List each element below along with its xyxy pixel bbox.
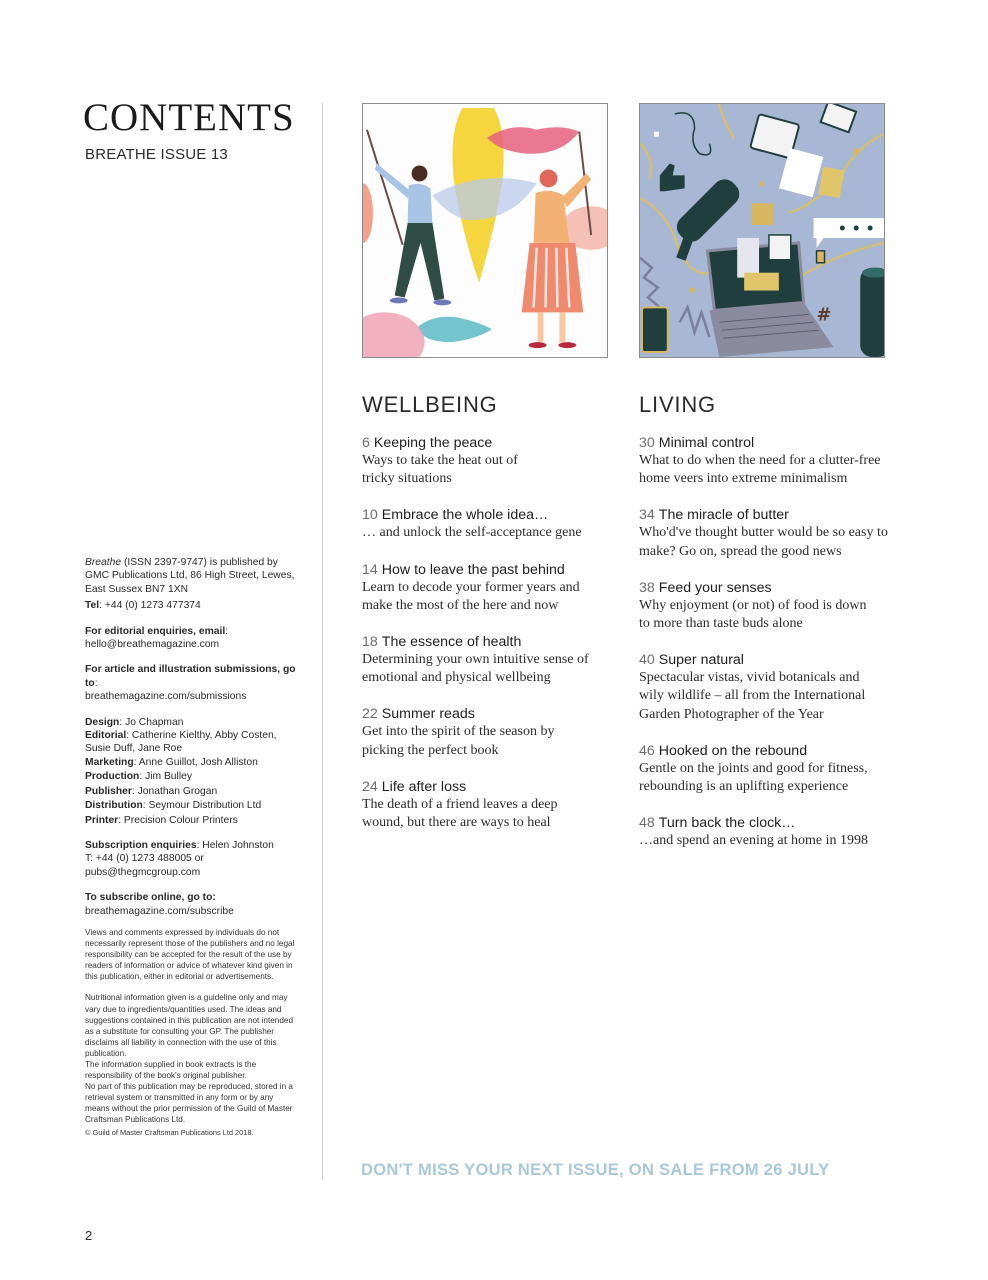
subscribe-online-label: [85, 891, 300, 904]
toc-entry[interactable]: [362, 506, 612, 542]
submissions-line: For article and illustration submissions, go to:: [85, 664, 296, 689]
issue-subtitle: BREATHE ISSUE 13: [85, 146, 228, 163]
entry-title: The essence of health: [381, 634, 522, 651]
entry-title: Embrace the whole idea…: [381, 507, 549, 524]
entry-heading: [639, 814, 889, 832]
copyright-notice: © Guild of Master Craftsman Publications Ltd 2018.: [85, 1127, 254, 1137]
subscription-phone: T: +44 (0) 1273 488005 or: [85, 853, 204, 865]
entry-page: 24: [362, 778, 378, 795]
entry-description: Who'd've thought butter would be so easy to make? Go on, spread the good news: [639, 525, 888, 559]
entry-heading: [639, 434, 889, 452]
editorial-line: For editorial enquiries, email:: [85, 625, 229, 637]
toc-entry[interactable]: [639, 434, 889, 488]
entry-title: Minimal control: [658, 435, 755, 451]
entry-page: 38: [639, 579, 655, 596]
credit-value: : Seymour Distribution Ltd: [142, 800, 262, 812]
entry-page: 34: [639, 507, 655, 524]
publisher-line: [85, 556, 300, 596]
entry-title: The miracle of butter: [658, 507, 789, 524]
section-heading: WELLBEING: [362, 392, 498, 417]
editorial-email[interactable]: hello@breathemagazine.com: [85, 639, 220, 651]
credit-label: Production: [85, 771, 140, 783]
toc-entry[interactable]: [639, 506, 889, 560]
subscription-line: [85, 839, 300, 852]
subscription-email[interactable]: pubs@thegmcgroup.com: [85, 866, 201, 878]
credit-value: : Jim Bulley: [139, 771, 192, 783]
subscription-label: Subscription enquiries: [85, 839, 197, 851]
entry-page: 22: [362, 706, 378, 723]
entry-page: 14: [362, 561, 378, 578]
entry-title: Hooked on the rebound: [658, 742, 808, 759]
credit-value: : Catherine Kielthy, Abby Costen, Susie Duff, Jane Roe: [85, 730, 277, 755]
credit-printer: [85, 814, 300, 827]
entry-title: Summer reads: [381, 706, 475, 723]
gadgets-and-laptop-image: [640, 104, 884, 357]
credit-editorial: [85, 729, 300, 756]
entry-description: The death of a friend leaves a deep wound, but there are ways to heal: [362, 796, 558, 831]
entry-title: Super natural: [658, 652, 744, 669]
magazine-name: Breathe: [85, 557, 122, 568]
entry-heading: [639, 742, 889, 760]
entry-title: Feed your senses: [658, 579, 772, 596]
page-title: CONTENTS: [83, 96, 295, 139]
subscribe-online-heading: To subscribe online, go to:: [85, 892, 216, 904]
submissions-link[interactable]: breathemagazine.com/submissions: [85, 691, 247, 703]
entry-page: 30: [639, 435, 655, 451]
entry-page: 48: [639, 815, 655, 832]
subscription-contact: : Helen Johnston: [196, 839, 274, 851]
credit-distribution: [85, 799, 300, 812]
entry-page: 6: [362, 435, 370, 451]
section-heading: LIVING: [639, 392, 716, 417]
entry-heading: [362, 434, 612, 452]
tel-value: : +44 (0) 1273 477374: [99, 600, 201, 612]
toc-entry[interactable]: [362, 561, 612, 615]
entry-heading: [362, 506, 612, 524]
disclaimer-views: Views and comments expressed by individuals do not necessarily represent those of the publishers and no legal responsibility can be accepted for the result of the use by readers of information or advice of whatever kind given in this publication, either in editorial or advertisements.: [85, 927, 295, 982]
disclaimer-books: The information supplied in book extracts is the responsibility of the book's original publisher.: [85, 1059, 257, 1081]
column-divider: [322, 103, 323, 1180]
toc-entry[interactable]: [362, 633, 612, 687]
entry-description: Ways to take the heat out of tricky situations: [362, 453, 518, 487]
toc-entry[interactable]: [639, 814, 889, 850]
entry-description: Get into the spirit of the season by picking the perfect book: [362, 724, 555, 758]
entry-heading: [639, 506, 889, 524]
entry-heading: [639, 579, 889, 597]
disclaimer-nutrition: Nutritional information given is a guideline only and may vary due to ingredients/quantities used. The ideas and suggestions contained in this publication are not intended as a substitute for consulting your GP. The publisher disclaims all liability in connection with the use of this publication.: [85, 993, 294, 1058]
credit-value: : Anne Guillot, Josh Alliston: [133, 756, 258, 768]
toc-entry[interactable]: [362, 434, 612, 488]
entry-page: 46: [639, 742, 655, 759]
entry-description: Determining your own intuitive sense of emotional and physical wellbeing: [362, 652, 589, 686]
entry-description: …and spend an evening at home in 1998: [639, 833, 869, 849]
entry-heading: [362, 633, 612, 651]
living-section: [639, 392, 889, 868]
tel-line: [85, 599, 300, 612]
credit-publisher: [85, 785, 300, 798]
subscribe-online-link[interactable]: breathemagazine.com/subscribe: [85, 905, 234, 917]
disclaimer-rights: No part of this publication may be reproduced, stored in a retrieval system or transmitted in any form or by any means without the prior permission of the Guild of Master Craftsman Publications Ltd.: [85, 1082, 293, 1125]
living-illustration: [639, 103, 885, 358]
entry-description: Why enjoyment (or not) of food is down to more than taste buds alone: [639, 597, 867, 632]
submissions-label: For article and illustration submissions, go to: [85, 664, 296, 689]
entry-heading: [362, 778, 612, 796]
entry-description: What to do when the need for a clutter-free home veers into extreme minimalism: [639, 453, 881, 487]
credit-label: Marketing: [85, 756, 134, 768]
credit-label: Publisher: [85, 785, 132, 797]
credit-label: Distribution: [85, 800, 143, 812]
next-issue-banner: DON'T MISS YOUR NEXT ISSUE, ON SALE FROM 26 JULY: [361, 1161, 830, 1179]
figures-with-flags-image: [363, 104, 607, 357]
page-number: 2: [85, 1228, 93, 1243]
tel-label: Tel: [85, 600, 100, 612]
toc-entry[interactable]: [639, 742, 889, 796]
entry-heading: [639, 651, 889, 669]
entry-page: 18: [362, 634, 378, 651]
entry-title: How to leave the past behind: [381, 561, 565, 578]
credit-marketing: [85, 756, 300, 769]
credit-production: [85, 770, 300, 783]
entry-heading: [362, 561, 612, 579]
entry-description: Learn to decode your former years and make the most of the here and now: [362, 579, 580, 613]
toc-entry[interactable]: [362, 705, 612, 759]
credit-design: [85, 716, 300, 729]
credit-value: : Jo Chapman: [119, 716, 184, 728]
entry-title: Keeping the peace: [373, 435, 493, 451]
entry-page: 10: [362, 507, 378, 524]
toc-entry[interactable]: [639, 579, 889, 633]
entry-description: Spectacular vistas, vivid botanicals and wily wildlife – all from the International Garden Photographer of the Year: [639, 670, 866, 722]
svg-text:#: #: [816, 304, 832, 326]
credit-value: : Precision Colour Printers: [118, 814, 238, 826]
toc-entry[interactable]: [362, 778, 612, 832]
entry-description: Gentle on the joints and good for fitness, rebounding is an uplifting experience: [639, 760, 868, 795]
entry-title: Life after loss: [381, 778, 467, 795]
entry-page: 40: [639, 652, 655, 669]
entry-description: … and unlock the self-acceptance gene: [362, 525, 582, 541]
toc-entry[interactable]: [639, 651, 889, 724]
wellbeing-section: [362, 392, 612, 850]
credit-value: : Jonathan Grogan: [131, 785, 218, 797]
credit-label: Editorial: [85, 730, 127, 742]
imprint-block: [85, 556, 300, 1138]
wellbeing-illustration: [362, 103, 608, 358]
entry-title: Turn back the clock…: [658, 815, 796, 832]
credit-label: Printer: [85, 814, 119, 826]
credit-label: Design: [85, 716, 120, 728]
entry-heading: [362, 705, 612, 723]
editorial-label: For editorial enquiries, email: [85, 625, 226, 637]
publisher-address: (ISSN 2397-9747) is published by GMC Publications Ltd, 86 High Street, Lewes, East Sussex BN7 1XN: [85, 557, 295, 595]
